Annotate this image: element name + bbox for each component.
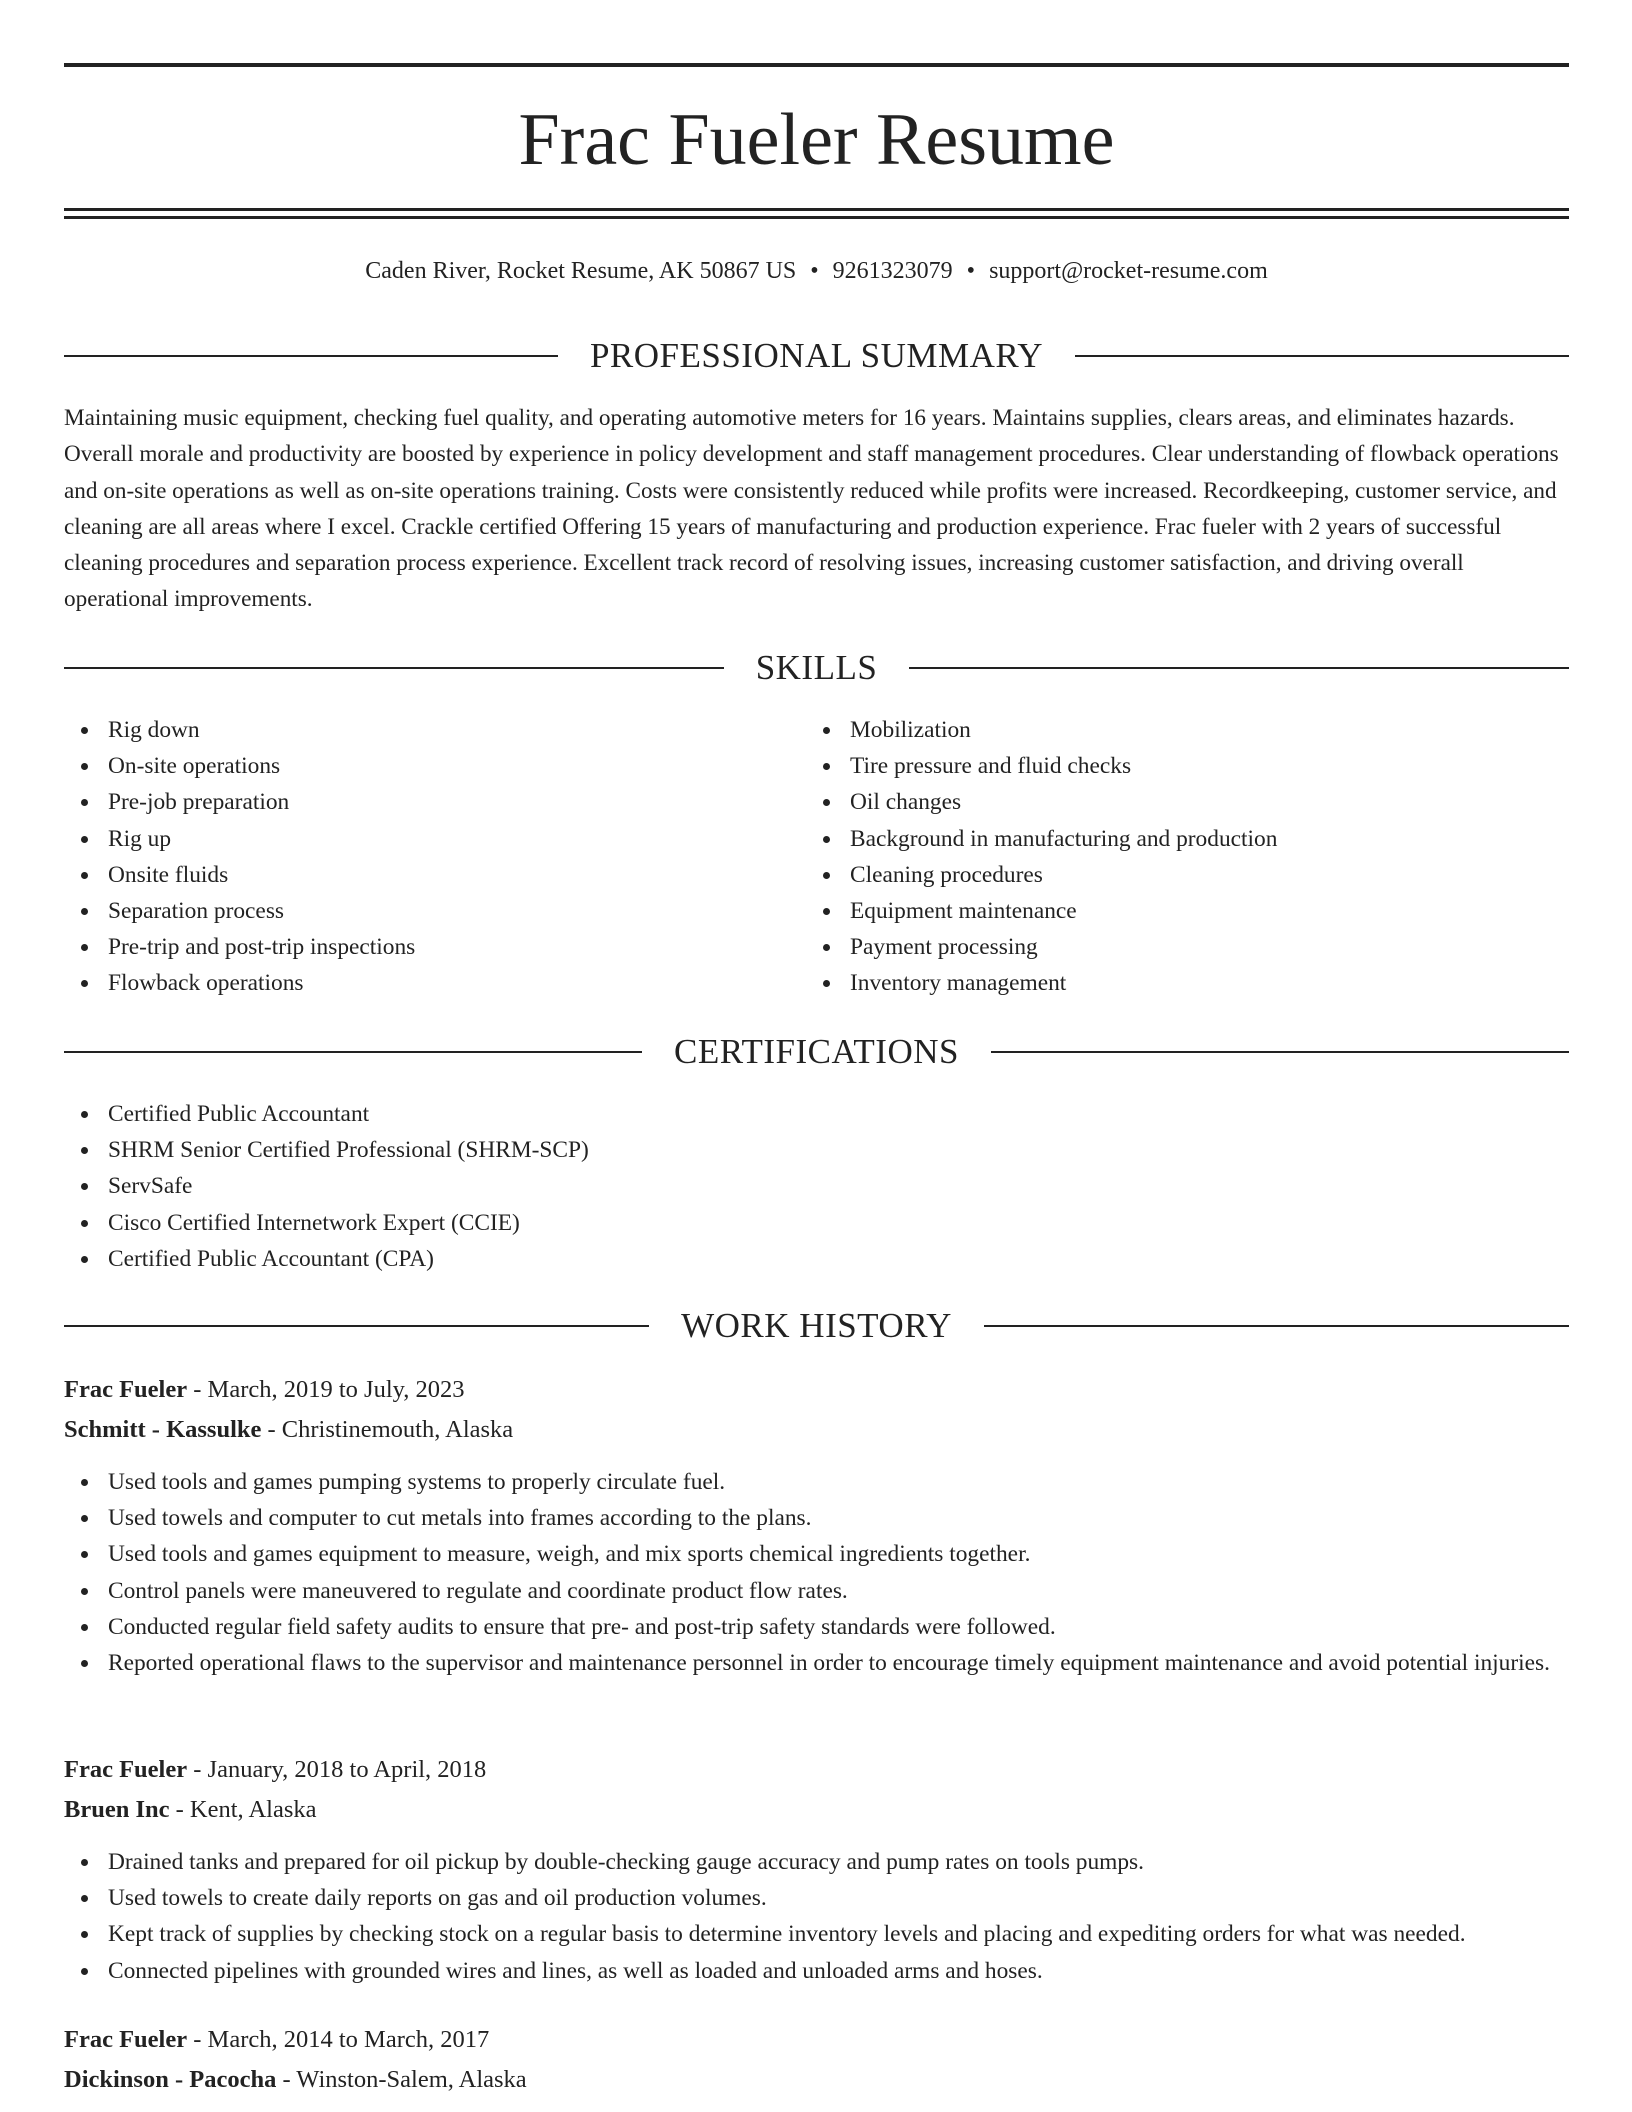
skills-list-left: [64, 712, 764, 1002]
bullet-icon: [81, 980, 88, 987]
bullet-icon: [823, 763, 830, 770]
bullet-icon: [823, 799, 830, 806]
bullet-icon: [823, 908, 830, 915]
list-item: Background in manufacturing and production: [806, 821, 1566, 857]
certifications-list: [64, 1096, 1569, 1277]
list-item: Control panels were maneuvered to regulate and coordinate product flow rates.: [64, 1573, 1569, 1609]
section-header-skills: [64, 648, 1569, 688]
job-title-line: [64, 1374, 465, 1406]
section-rule: [64, 667, 724, 669]
section-rule: [1075, 355, 1569, 357]
list-item: Payment processing: [806, 929, 1566, 965]
list-item: Rig down: [64, 712, 764, 748]
contact-phone: 9261323079: [832, 258, 953, 284]
section-rule: [909, 667, 1569, 669]
list-item: ServSafe: [64, 1168, 1569, 1204]
section-title: CERTIFICATIONS: [674, 1032, 959, 1071]
bullet-icon: [81, 1220, 88, 1227]
job-dates: - March, 2014 to March, 2017: [187, 2026, 490, 2053]
list-item: Drained tanks and prepared for oil pickup by double-checking gauge accuracy and pump rates on tools pumps.: [64, 1844, 1569, 1880]
bullet-icon: [81, 1551, 88, 1558]
resume-title: Frac Fueler Resume: [518, 99, 1115, 181]
top-rule: [64, 63, 1569, 67]
job-title-line: [64, 1754, 486, 1786]
bullet-icon: [81, 1895, 88, 1902]
bullet-icon: [81, 944, 88, 951]
bullet-icon: [81, 1515, 88, 1522]
skills-list-right: [806, 712, 1566, 1002]
section-rule: [64, 1051, 642, 1053]
contact-email: support@rocket-resume.com: [989, 258, 1268, 284]
job-company-line: [64, 1414, 513, 1446]
job-title-line: [64, 2024, 489, 2056]
bullet-icon: [823, 836, 830, 843]
bullet-icon: [81, 1479, 88, 1486]
job-title: Frac Fueler: [64, 1756, 188, 1783]
section-rule: [64, 355, 558, 357]
job-title: Frac Fueler: [64, 2026, 188, 2053]
list-item: Pre-job preparation: [64, 784, 764, 820]
bullet-icon: [823, 727, 830, 734]
bullet-icon: [81, 872, 88, 879]
list-item: Rig up: [64, 821, 764, 857]
job-company: Bruen Inc: [64, 1796, 170, 1823]
list-item: Certified Public Accountant: [64, 1096, 1569, 1132]
list-item: Certified Public Accountant (CPA): [64, 1241, 1569, 1277]
list-item: Onsite fluids: [64, 857, 764, 893]
section-header-work-history: [64, 1306, 1569, 1346]
job-location: - Kent, Alaska: [169, 1796, 317, 1823]
list-item: Conducted regular field safety audits to ensure that pre- and post-trip safety standards were followed.: [64, 1609, 1569, 1645]
bullet-icon: [81, 727, 88, 734]
list-item: Separation process: [64, 893, 764, 929]
section-rule: [991, 1051, 1569, 1053]
list-item: Flowback operations: [64, 965, 764, 1001]
list-item: Used tools and games equipment to measure, weigh, and mix sports chemical ingredients together.: [64, 1536, 1569, 1572]
list-item: Cisco Certified Internetwork Expert (CCIE): [64, 1205, 1569, 1241]
section-rule: [984, 1325, 1569, 1327]
contact-address: Caden River, Rocket Resume, AK 50867 US: [365, 258, 797, 284]
list-item: Equipment maintenance: [806, 893, 1566, 929]
list-item: Oil changes: [806, 784, 1566, 820]
bullet-icon: [81, 1256, 88, 1263]
bullet-icon: [823, 980, 830, 987]
bullet-icon: [81, 1660, 88, 1667]
list-item: On-site operations: [64, 748, 764, 784]
job-company: Dickinson - Pacocha: [64, 2066, 277, 2093]
job-dates: - March, 2019 to July, 2023: [187, 1376, 465, 1403]
section-header-certifications: [64, 1032, 1569, 1072]
bullet-icon: [81, 1588, 88, 1595]
section-rule: [64, 1325, 649, 1327]
title-rule-upper: [64, 208, 1569, 211]
bullet-icon: [81, 799, 88, 806]
job-location: - Winston-Salem, Alaska: [276, 2066, 527, 2093]
bullet-icon: [823, 872, 830, 879]
job-bullets: [64, 1844, 1569, 1989]
list-item: Tire pressure and fluid checks: [806, 748, 1566, 784]
bullet-icon: [81, 908, 88, 915]
section-title: PROFESSIONAL SUMMARY: [589, 336, 1044, 375]
list-item: Used towels to create daily reports on gas and oil production volumes.: [64, 1880, 1569, 1916]
job-company-line: [64, 2064, 527, 2096]
contact-separator: •: [966, 258, 976, 284]
section-title: WORK HISTORY: [681, 1306, 952, 1345]
job-title: Frac Fueler: [64, 1376, 188, 1403]
bullet-icon: [81, 1931, 88, 1938]
list-item: Used towels and computer to cut metals into frames according to the plans.: [64, 1500, 1569, 1536]
bullet-icon: [81, 1147, 88, 1154]
title-rule-lower: [64, 216, 1569, 219]
list-item: Inventory management: [806, 965, 1566, 1001]
bullet-icon: [81, 1859, 88, 1866]
summary-paragraph: Maintaining music equipment, checking fuel quality, and operating automotive meters for 16 years. Maintains supplies, clears areas, and eliminates hazards. Overall morale and productivity are boosted by experience in policy development and staff management procedures. Clear understanding of flowback operations and on-site operations as well as on-site operations training. Costs were consistently reduced while profits were increased. Recordkeeping, customer service, and cleaning are all areas where I excel. Crackle certified Offering 15 years of manufacturing and production experience. Frac fueler with 2 years of successful cleaning procedures and separation process experience. Excellent track record of resolving issues, increasing customer satisfaction, and driving overall operational improvements.: [64, 405, 1559, 613]
job-bullets: [64, 1464, 1569, 1681]
job-company: Schmitt - Kassulke: [64, 1416, 262, 1443]
bullet-icon: [823, 944, 830, 951]
list-item: Connected pipelines with grounded wires and lines, as well as loaded and unloaded arms and hoses.: [64, 1953, 1569, 1989]
list-item: Pre-trip and post-trip inspections: [64, 929, 764, 965]
list-item: Cleaning procedures: [806, 857, 1566, 893]
section-title: SKILLS: [755, 648, 878, 687]
section-header-summary: [64, 336, 1569, 376]
job-dates: - January, 2018 to April, 2018: [187, 1756, 487, 1783]
job-location: - Christinemouth, Alaska: [261, 1416, 514, 1443]
list-item: SHRM Senior Certified Professional (SHRM-SCP): [64, 1132, 1569, 1168]
list-item: Used tools and games pumping systems to properly circulate fuel.: [64, 1464, 1569, 1500]
bullet-icon: [81, 763, 88, 770]
bullet-icon: [81, 1111, 88, 1118]
bullet-icon: [81, 1183, 88, 1190]
list-item: Reported operational flaws to the supervisor and maintenance personnel in order to encourage timely equipment maintenance and avoid potential injuries.: [64, 1645, 1569, 1681]
bullet-icon: [81, 836, 88, 843]
job-company-line: [64, 1794, 316, 1826]
contact-separator: •: [810, 258, 819, 284]
bullet-icon: [81, 1624, 88, 1631]
list-item: Mobilization: [806, 712, 1566, 748]
list-item: Kept track of supplies by checking stock on a regular basis to determine inventory levels and placing and expediting orders for what was needed.: [64, 1916, 1569, 1952]
contact-line: [64, 255, 1569, 287]
bullet-icon: [81, 1968, 88, 1975]
